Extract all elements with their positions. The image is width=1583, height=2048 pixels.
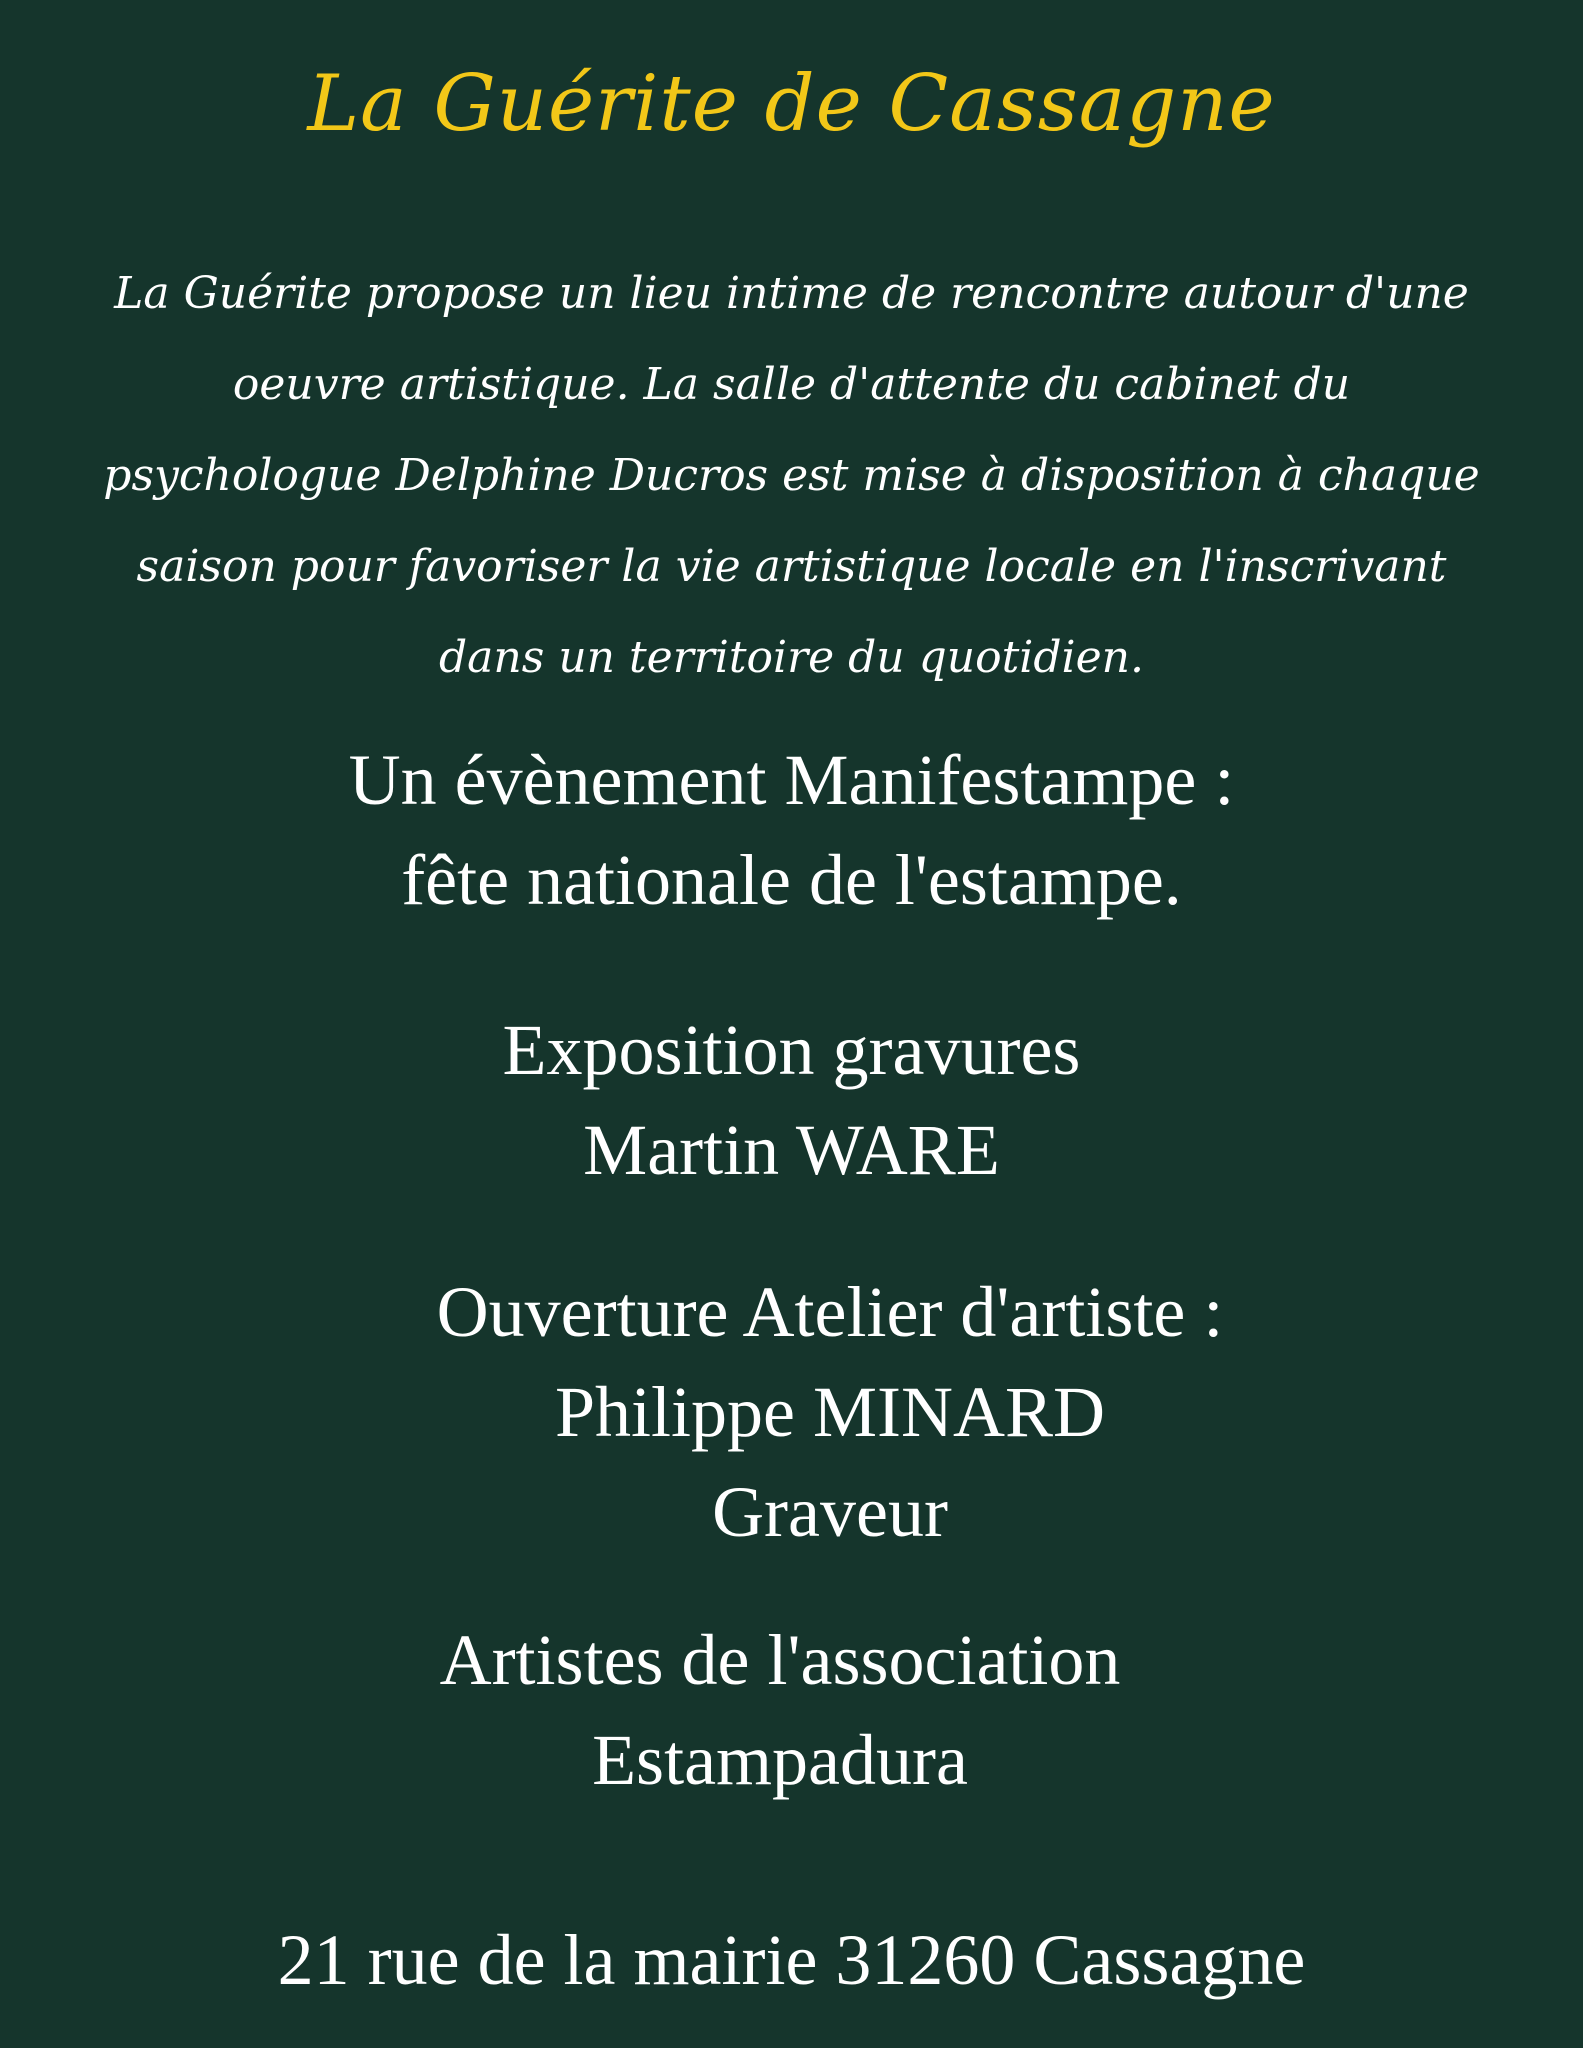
event-line-2: fête nationale de l'estampe. bbox=[401, 840, 1182, 920]
address: 21 rue de la mairie 31260 Cassagne bbox=[277, 1920, 1306, 2000]
exposition-line-2: Martin WARE bbox=[583, 1110, 1000, 1190]
atelier-line-3: Graveur bbox=[712, 1472, 948, 1552]
atelier-block bbox=[330, 1262, 1330, 1562]
event-line-1: Un évènement Manifestampe : bbox=[348, 740, 1235, 820]
association-line-1: Artistes de l'association bbox=[439, 1620, 1121, 1700]
atelier-line-1: Ouverture Atelier d'artiste : bbox=[436, 1272, 1224, 1352]
exposition-line-1: Exposition gravures bbox=[502, 1010, 1081, 1090]
poster-title: La Guérite de Cassagne bbox=[307, 59, 1276, 149]
association-block bbox=[300, 1610, 1260, 1810]
event-block bbox=[0, 730, 1583, 930]
intro-paragraph: La Guérite propose un lieu intime de rencontre autour d'une oeuvre artistique. La salle d'attente du cabinet du psychologue Delphine Ducros est mise à disposition à chaque saison pour favoriser la vie artistique locale en l'inscrivant dans un territoire du quotidien. bbox=[103, 268, 1480, 683]
exposition-block bbox=[0, 1000, 1583, 1200]
atelier-line-2: Philippe MINARD bbox=[554, 1372, 1106, 1452]
association-line-2: Estampadura bbox=[592, 1720, 968, 1800]
